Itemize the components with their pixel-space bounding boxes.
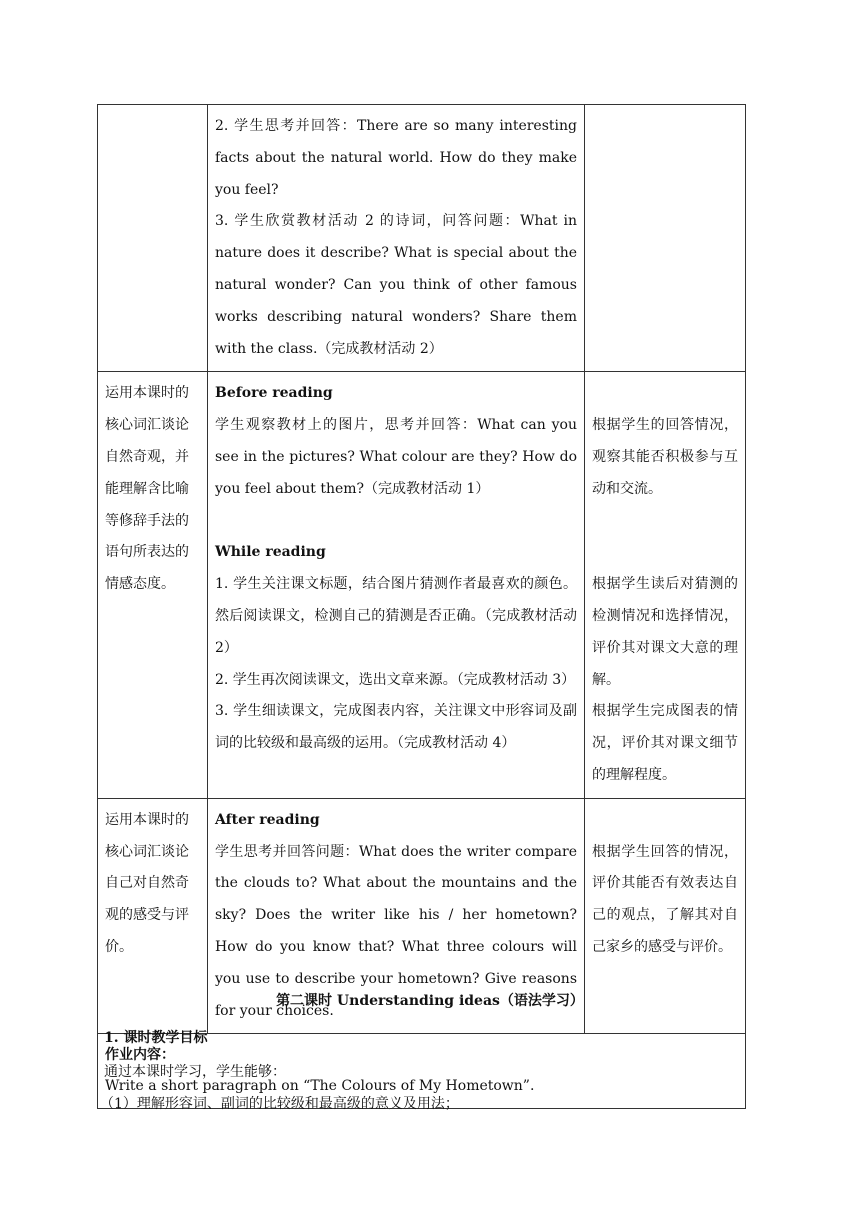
while-reading-item: 2. 学生再次阅读课文，选出文章来源。（完成教材活动 3） xyxy=(215,671,576,688)
evaluation-cell xyxy=(585,105,746,372)
objectives-heading: 1. 课时教学目标 xyxy=(104,1030,208,1046)
while-reading-heading: While reading xyxy=(215,544,326,561)
objective-cell: 运用本课时的核心词汇谈论自己对自然奇观的感受与评价。 xyxy=(98,798,208,1034)
table-row xyxy=(98,105,746,372)
homework-title: 作业内容： xyxy=(105,1047,175,1064)
lesson-plan-table xyxy=(97,104,746,1109)
activity-item: 3. 学生欣赏教材活动 2 的诗词，问答问题：What in nature does it describe? What is special about the natural wonder? Can you think of other famous works describing natural wonders? Share them with the class.（完成教材活动 2） xyxy=(215,213,577,357)
before-reading-heading: Before reading xyxy=(215,385,333,402)
activity-item: 2. 学生思考并回答：There are so many interesting facts about the natural world. How do they make you feel? xyxy=(215,118,577,198)
objectives-intro: 通过本课时学习，学生能够： xyxy=(104,1064,286,1080)
while-reading-item: 1. 学生关注课文标题，结合图片猜测作者最喜欢的颜色。然后阅读课文，检测自己的猜测是否正确。（完成教材活动 2） xyxy=(215,576,577,656)
before-reading-text: 学生观察教材上的图片，思考并回答：What can you see in the pictures? What colour are they? How do you feel about them?（完成教材活动 1） xyxy=(215,417,577,497)
after-reading-text: 学生思考并回答问题：What does the writer compare the clouds to? What about the mountains and the sky? Does the writer like his / her hometown? How do you know that? What three colours will you use to describe your hometown? Give reasons for your choices. xyxy=(215,843,577,1019)
objective-cell xyxy=(98,105,208,372)
while-reading-item: 3. 学生细读课文，完成图表内容，关注课文中形容词及副词的比较级和最高级的运用。（完成教材活动 4） xyxy=(215,703,577,752)
evaluation-text: 根据学生的回答情况，观察其能否积极参与互动和交流。 xyxy=(592,417,738,497)
objective-cell: 运用本课时的核心词汇谈论自然奇观，并能理解含比喻等修辞手法的语句所表达的情感态度。 xyxy=(98,372,208,798)
section-title: 第二课时 Understanding ideas（语法学习） xyxy=(276,993,584,1009)
after-reading-heading: After reading xyxy=(215,811,320,828)
evaluation-text: 根据学生读后对猜测的检测情况和选择情况，评价其对课文大意的理解。 xyxy=(592,576,738,688)
activity-cell xyxy=(208,372,585,798)
objective-item: （1）理解形容词、副词的比较级和最高级的意义及用法； xyxy=(100,1096,459,1112)
activity-cell xyxy=(208,105,585,372)
evaluation-text: 根据学生完成图表的情况，评价其对课文细节的理解程度。 xyxy=(592,703,738,783)
homework-text: Write a short paragraph on “The Colours of My Hometown”. xyxy=(105,1078,535,1095)
evaluation-text: 根据学生回答的情况，评价其能否有效表达自己的观点，了解其对自己家乡的感受与评价。 xyxy=(592,843,738,955)
table-row xyxy=(98,372,746,798)
evaluation-cell xyxy=(585,372,746,798)
